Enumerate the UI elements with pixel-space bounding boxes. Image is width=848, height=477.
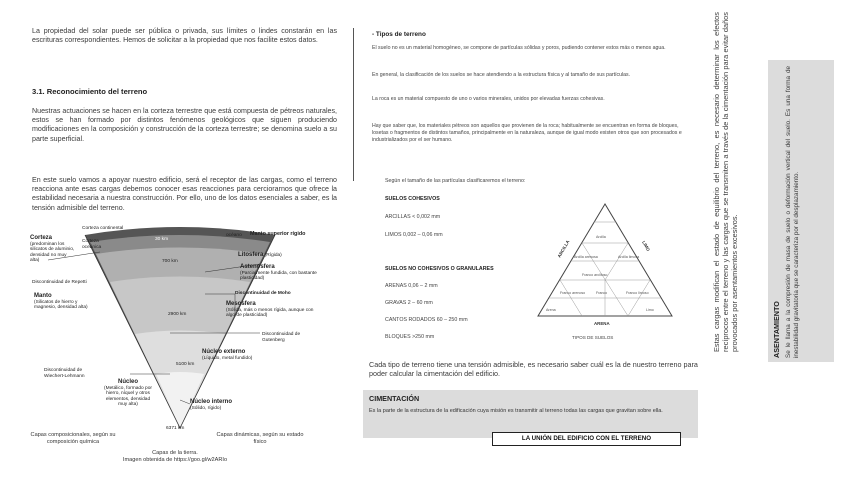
continental-crust-label: Corteza continental xyxy=(82,226,124,231)
lithosphere-label: Litosfera (Rígida) xyxy=(238,252,282,258)
earth-layers-diagram xyxy=(30,222,330,432)
crust-paragraph: Nuestras actuaciones se hacen en la corteza terrestre que está compuesta de pétreos naturales, estos se han formado por distintos fenómenos geológicos que siguen produciendo modificaciones en la composición y construcción de la corteza terrestre; se denomina suelo a su parte superficial. xyxy=(32,107,337,143)
repetti-discontinuity-label: Discontinuidad de Repetti xyxy=(32,280,87,285)
asthenosphere-label: Astenosfera (Parcialmente fundida, con bastante plasticidad) xyxy=(240,264,317,282)
intro-paragraph: La propiedad del solar puede ser pública o privada, sus límites o lindes constarán en las escrituras correspondientes. Hemos de solicitar a la propiedad que nos facilite estos datos. xyxy=(32,27,337,45)
outer-core-label: Núcleo externo (Líquido, metal fundido) xyxy=(202,349,253,361)
svg-text:Franco arcilloso: Franco arcilloso xyxy=(582,273,608,277)
figure-caption: Capas de la tierra. xyxy=(152,450,198,456)
svg-text:Franco arenoso: Franco arenoso xyxy=(560,291,586,295)
inner-core-label: Núcleo interno (Sólido, rígido) xyxy=(190,399,233,411)
cohesive-item: ARCILLAS < 0,002 mm xyxy=(385,214,441,220)
triangle-bottom-label: ARENA xyxy=(594,321,610,326)
cohesive-title: SUELOS COHESIVOS xyxy=(385,196,440,202)
granular-item: GRAVAS 2 – 60 mm xyxy=(385,300,433,306)
settlement-box-content xyxy=(772,66,801,358)
soil-paragraph-3: La roca es un material compuesto de uno o varios minerales, unidos por elevadas fuerzas cohesivas. xyxy=(372,96,605,102)
depth-2900km: 2900 km xyxy=(168,312,187,317)
triangle-caption: TIPOS DE SUELOS xyxy=(572,335,614,340)
svg-text:Arena: Arena xyxy=(546,308,556,312)
soil-paragraph-2: En general, la clasificación de los suelos se hace atendiendo a la estructura física y al tamaño de sus partículas. xyxy=(372,72,631,78)
ocean-label: océano xyxy=(226,233,242,238)
svg-text:Franco limoso: Franco limoso xyxy=(626,291,649,295)
soil-texture-triangle xyxy=(530,198,680,330)
mesosphere-label: Mesosfera (Sólida, más o menos rígida, aunque con algo de plasticidad) xyxy=(226,301,314,319)
column-divider xyxy=(353,28,354,181)
rotated-text-block xyxy=(712,12,739,352)
triangle-right-label: LIMO xyxy=(641,240,651,253)
load-paragraph: En este suelo vamos a apoyar nuestro edificio, será el receptor de las cargas, como el terreno reacciona ante esas cargas debemos conocer esas reacciones para cerciorarnos que ofrece la estabilidad necesaria a nuestra construcción. Por ello, uno de los datos esenciales a saber, es la tensión admisible del terreno. xyxy=(32,176,337,212)
depth-700km: 700 km xyxy=(162,259,178,264)
loads-paragraph: Estas cargas modifican el estado de equilibrio del terreno, es necesario determinar los efectos recíprocos entre el terreno y las cargas que se transmiten a través de la cimentación para evitar daños provocados por asentamientos excesivos. xyxy=(712,12,740,352)
oceanic-crust-label: Corteza oceánica xyxy=(82,239,102,250)
triangle-left-label: ARCILLA xyxy=(556,239,571,259)
svg-text:Arcilla limosa: Arcilla limosa xyxy=(618,255,640,259)
figure-source: Imagen obtenida de https://goo.gl/w2ARIo xyxy=(122,457,228,463)
cohesive-item: LIMOS 0,002 – 0,06 mm xyxy=(385,232,443,238)
bearing-capacity-text: Cada tipo de terreno tiene una tensión admisible, es necesario saber cuál es la de nuestro terreno para poder calcular la cimentación del edificio. xyxy=(369,360,698,378)
caption-dynamic: Capas dinámicas, según su estado físico xyxy=(216,432,304,445)
granular-item: ARENAS 0,06 – 2 mm xyxy=(385,283,438,289)
section-title: 3.1. Reconocimiento del terreno xyxy=(32,87,148,96)
wiechert-discontinuity-label: Discontinuidad de Wiechert-Lehmann xyxy=(44,368,85,379)
granular-item: BLOQUES >250 mm xyxy=(385,334,435,340)
soil-paragraph-4: Hay que saber que, los materiales pétreos son aquellos que provienen de la roca; habitualmente se encuentran en forma de bloques, losetas o fragmentos de distintos tamaños, principalmente en la naturaleza, aunque de igual modo existen otros que son procesados e industrializados por el ser humano. xyxy=(372,123,682,143)
mantle-label: Manto (Silicatos de hierro y magnesio, densidad alta) xyxy=(34,293,88,311)
upper-mantle-label: Manto superior rígido xyxy=(250,231,306,237)
core-label: Núcleo (Metálico, formado por hierro, níquel y otros elementos, densidad muy alta) xyxy=(104,379,152,408)
svg-text:Limo: Limo xyxy=(646,308,654,312)
settlement-title: ASENTAMIENTO xyxy=(772,301,781,358)
gutenberg-discontinuity-label: Discontinuidad de Gutenberg xyxy=(262,332,301,343)
moho-discontinuity-label: Discontinuidad de Moho xyxy=(235,291,291,296)
svg-text:Arcilla arenosa: Arcilla arenosa xyxy=(574,255,598,259)
granular-title: SUELOS NO COHESIVOS O GRANULARES xyxy=(385,266,494,272)
depth-30km: 30 km xyxy=(155,237,169,242)
settlement-definition: Se le llama a la compresión de masa de suelo o deformación vertical del suelo. Es una forma de inestabilidad gravitatoria que se caracteriza por el desplazamiento. xyxy=(785,66,800,358)
foundation-title: CIMENTACIÓN xyxy=(369,394,420,403)
earth-wedge-graphic xyxy=(30,222,330,432)
building-ground-banner: LA UNIÓN DEL EDIFICIO CON EL TERRENO xyxy=(492,432,681,446)
soil-types-title: - Tipos de terreno xyxy=(372,31,426,38)
foundation-definition: Es la parte de la estructura de la edificación cuya misión es transmitir al terreno todas las cargas que gravitan sobre ella. xyxy=(369,408,663,414)
svg-text:Franco: Franco xyxy=(596,291,608,295)
soil-paragraph-1: El suelo no es un material homogéneo, se compone de partículas sólidas y poros, pudiendo contener estos más o menos agua. xyxy=(372,45,666,51)
caption-compositional: Capas composicionales, según su composición química xyxy=(30,432,116,445)
classify-intro: Según el tamaño de las partículas clasificaremos el terreno: xyxy=(385,178,526,184)
depth-5100km: 5100 km xyxy=(176,362,195,367)
crust-label: Corteza (predominan los silicatos de aluminio, densidad no muy alta) xyxy=(30,235,75,264)
foundation-definition-box xyxy=(363,390,698,438)
depth-6371km: 6371 km xyxy=(166,426,185,431)
granular-item: CANTOS RODADOS 60 – 250 mm xyxy=(385,317,468,323)
svg-text:Arcilla: Arcilla xyxy=(596,235,606,239)
